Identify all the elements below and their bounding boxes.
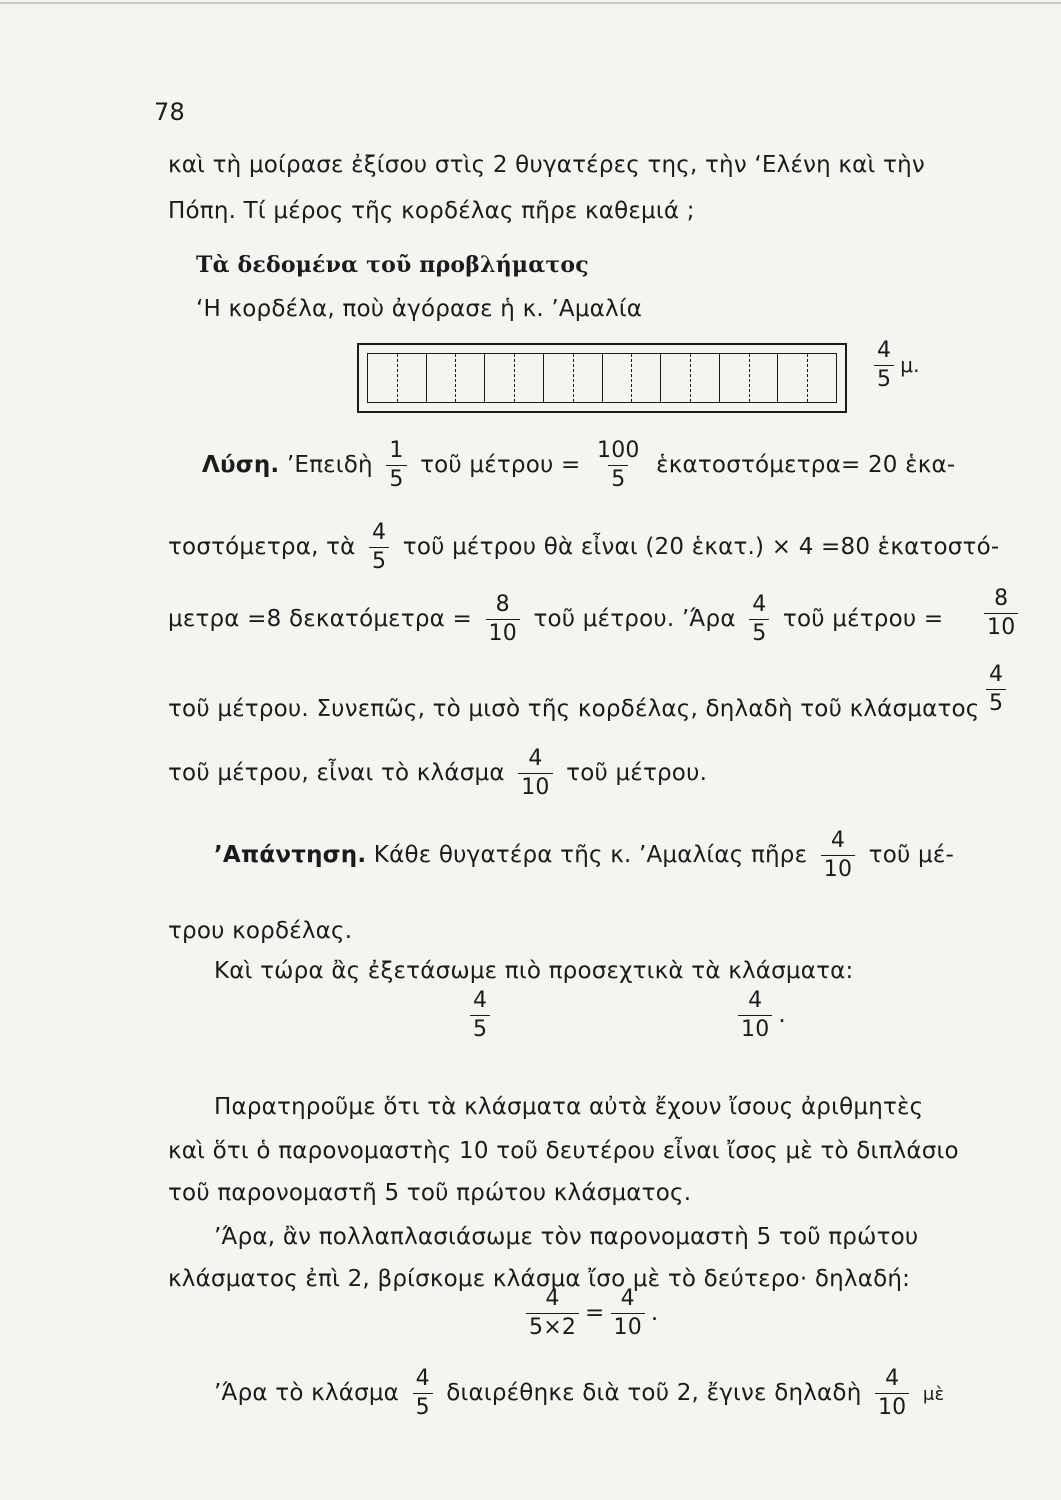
fraction-8-10-right: $\frac{8}{10}$ xyxy=(978,588,1024,639)
fraction-1-5: $\frac{1}{5}$ xyxy=(386,440,406,491)
observation-line-3: τοῦ παρονομαστῆ 5 τοῦ πρώτου κλάσματος. xyxy=(168,1180,692,1206)
ribbon-segment xyxy=(603,354,662,402)
fraction-4-10: $\frac{4}{10}$ xyxy=(875,1368,909,1419)
solution-line-5: τοῦ μέτρου, εἶναι τὸ κλάσμα $\frac{4}{10}$ τοῦ μέτρου. xyxy=(168,746,708,800)
solution-line-4: τοῦ μέτρου. Συνεπῶς, τὸ μισὸ τῆς κορδέλας, δηλαδὴ τοῦ κλάσματος xyxy=(168,696,980,722)
fraction-4-10-display: $\frac{4}{10}$ . xyxy=(732,990,786,1041)
page-number: 78 xyxy=(154,98,185,126)
fraction-4-5-display: $\frac{4}{5}$ xyxy=(464,990,496,1041)
observation-line-5: κλάσματος ἐπὶ 2, βρίσκομε κλάσμα ἴσο μὲ τὸ δεύτερο· δηλαδή: xyxy=(168,1266,911,1292)
ribbon-segment xyxy=(485,354,544,402)
ribbon-diagram xyxy=(357,343,847,413)
answer-line-1: ’Απάντηση. Κάθε θυγατέρα τῆς κ. ’Αμαλίας πῆρε $\frac{4}{10}$ τοῦ μέ- xyxy=(214,828,954,882)
text-line-1: καὶ τὴ μοίρασε ἐξίσου στὶς 2 θυγατέρες της, τὴν ‘Ελένη καὶ τὴν xyxy=(168,152,925,178)
answer-line-2: τρου κορδέλας. xyxy=(168,918,353,944)
fraction-4-5: $\frac{4}{5}$ xyxy=(874,340,894,391)
ribbon-segment xyxy=(661,354,720,402)
ribbon-segment xyxy=(778,354,836,402)
fraction-4-5: $\frac{4}{5}$ xyxy=(369,522,389,573)
paragraph-examine: Καὶ τώρα ἂς ἐξετάσωμε πιὸ προσεχτικὰ τὰ κλάσματα: xyxy=(214,958,854,984)
solution-line-2: τοστόμετρα, τὰ $\frac{4}{5}$ τοῦ μέτρου θὰ εἶναι (20 ἑκατ.) × 4 =80 ἑκατοστό- xyxy=(168,520,1000,574)
text-line-2: Πόπη. Τί μέρος τῆς κορδέλας πῆρε καθεμιά ; xyxy=(168,198,695,224)
ribbon-segment xyxy=(720,354,779,402)
final-line: ’Άρα τὸ κλάσμα $\frac{4}{5}$ διαιρέθηκε διὰ τοῦ 2, ἔγινε δηλαδὴ $\frac{4}{10}$ μὲ xyxy=(214,1366,945,1420)
fraction-100-5: $\frac{100}{5}$ xyxy=(597,438,640,492)
fraction-4-10: $\frac{4}{10}$ xyxy=(518,748,552,799)
ribbon-length: $\frac{4}{5}$ μ. xyxy=(868,340,920,391)
observation-line-1: Παρατηροῦμε ὅτι τὰ κλάσματα αὐτὰ ἔχουν ἴσους ἀριθμητὲς xyxy=(214,1094,924,1120)
solution-line-1: Λύση. ’Επειδὴ $\frac{1}{5}$ τοῦ μέτρου = $\frac{100}{5}$ ἑκατοστόμετρα= 20 ἑκα- xyxy=(202,438,956,492)
ribbon-segment xyxy=(427,354,486,402)
observation-line-4: ’Άρα, ἂν πολλαπλασιάσωμε τὸν παρονομαστὴ 5 τοῦ πρώτου xyxy=(214,1224,919,1250)
equation-4-over-5x2: $\frac{4}{5\times 2}$ = $\frac{4}{10}$ . xyxy=(520,1288,658,1339)
answer-label: ’Απάντηση. xyxy=(214,842,367,868)
solution-line-3: μετρα =8 δεκατόμετρα = $\frac{8}{10}$ τοῦ μέτρου. ’Άρα $\frac{4}{5}$ τοῦ μέτρου = xyxy=(168,592,944,646)
heading-problem-data: Τὰ δεδομένα τοῦ προβλήματος xyxy=(196,252,589,278)
observation-line-2: καὶ ὅτι ὁ παρονομαστὴς 10 τοῦ δευτέρου εἶναι ἴσος μὲ τὸ διπλάσιο xyxy=(168,1138,959,1164)
fraction-8-10: $\frac{8}{10}$ xyxy=(486,594,520,645)
fraction-4-5: $\frac{4}{5}$ xyxy=(413,1368,433,1419)
ribbon-segment xyxy=(544,354,603,402)
fraction-4-5: $\frac{4}{5}$ xyxy=(749,594,769,645)
fraction-4-5-right: $\frac{4}{5}$ xyxy=(980,664,1012,715)
fraction-4-10: $\frac{4}{10}$ xyxy=(821,830,855,881)
ribbon-segment xyxy=(368,354,427,402)
page-top-rule xyxy=(0,2,1061,4)
text-line-ribbon: ‘Η κορδέλα, ποὺ ἀγόρασε ἡ κ. ’Αμαλία xyxy=(196,296,643,322)
solution-label: Λύση. xyxy=(202,452,280,478)
